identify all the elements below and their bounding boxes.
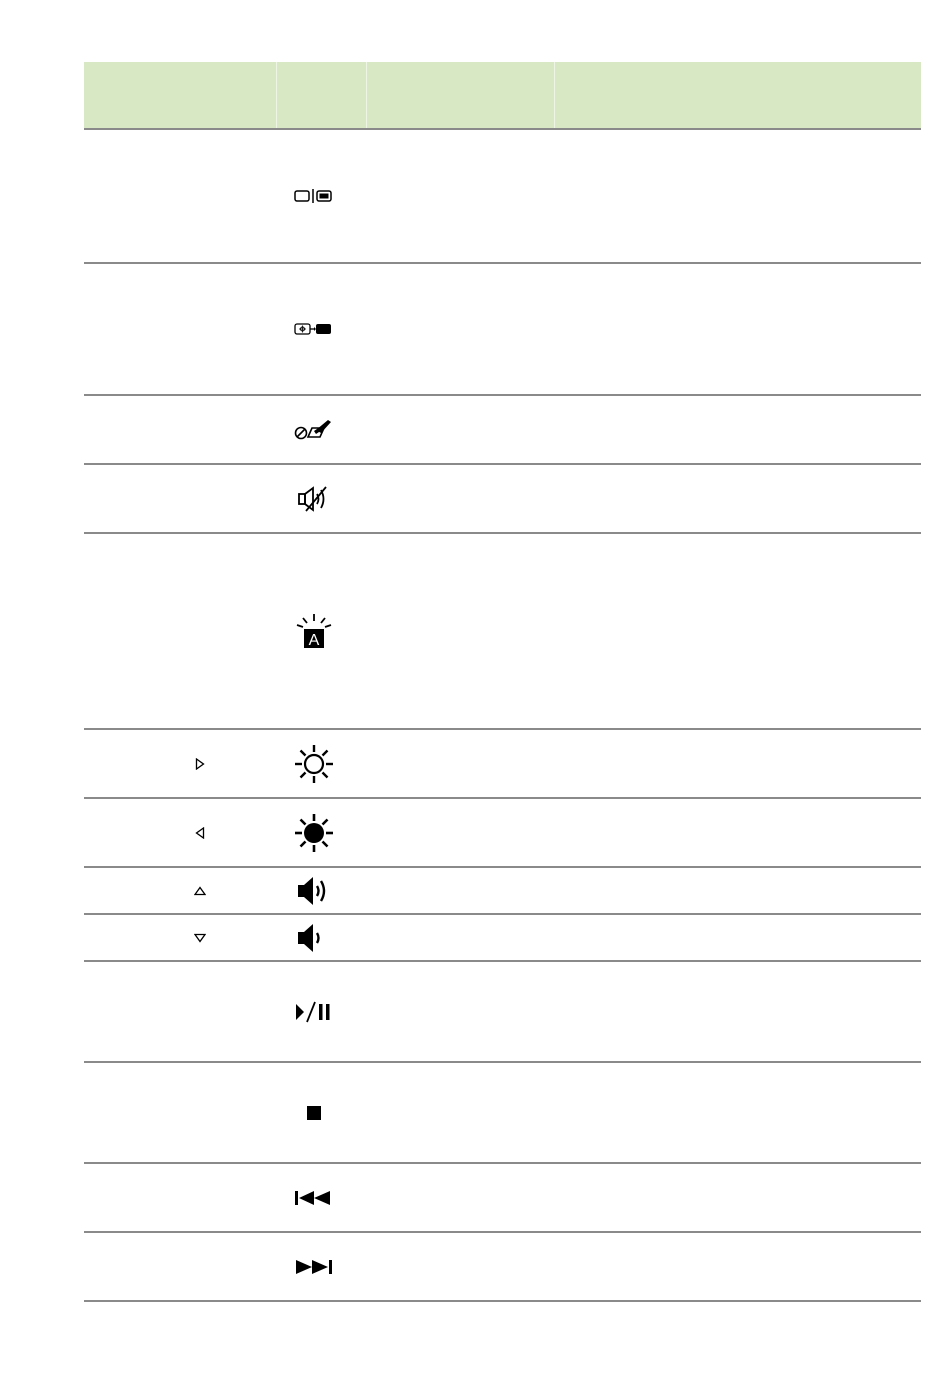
speaker-mute-icon [292,477,336,521]
table-row [84,962,921,1063]
header-divider [366,62,367,128]
backlight-letter: A [308,632,320,649]
table-row [84,396,921,465]
display-switch-icon [292,174,336,218]
table-row [84,534,921,730]
left-arrow-icon [193,826,207,840]
keyboard-backlight-icon [292,609,336,653]
header-divider [276,62,277,128]
table-row [84,1063,921,1164]
stop-icon [292,1091,336,1135]
table-row [84,868,921,915]
next-icon [292,1245,336,1289]
touchpad-toggle-icon [292,408,336,452]
table-row [84,264,921,396]
table-row [84,730,921,799]
right-arrow-icon [193,757,207,771]
table-row [84,915,921,962]
hotkey-table [84,62,921,1302]
display-off-icon [292,307,336,351]
brightness-up-icon [292,742,336,786]
volume-down-icon [292,916,336,960]
brightness-down-icon [292,811,336,855]
table-header [84,62,921,130]
table-row [84,1233,921,1302]
table-row [84,1164,921,1233]
header-divider [554,62,555,128]
table-row [84,130,921,264]
table-row [84,799,921,868]
down-arrow-icon [193,931,207,945]
previous-icon [292,1176,336,1220]
volume-up-icon [292,869,336,913]
up-arrow-icon [193,884,207,898]
table-row [84,465,921,534]
play-pause-icon [292,990,336,1034]
